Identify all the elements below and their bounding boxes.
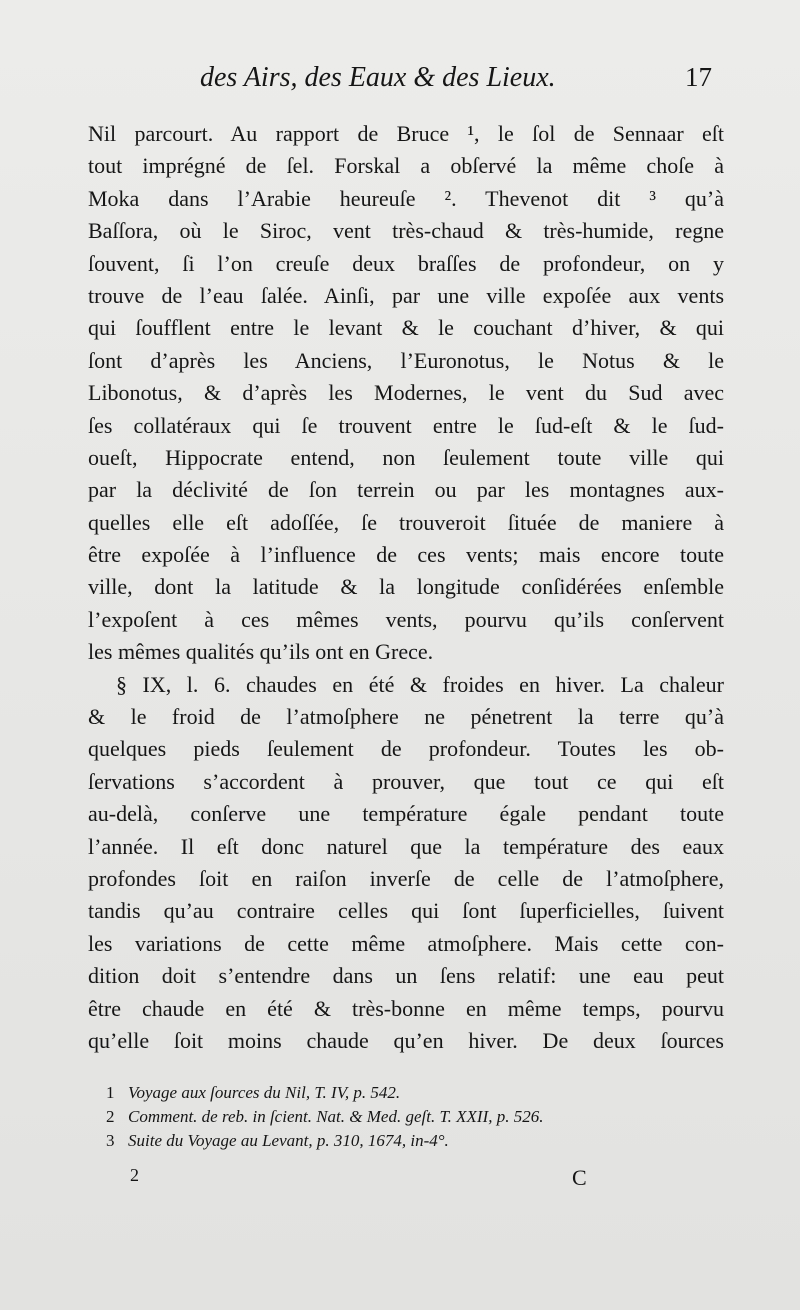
text-line: être chaude en été & très-bonne en même temps, pourvu	[88, 995, 724, 1021]
text-line: être expoſée à l’influence de ces vents; mais encore toute	[88, 542, 724, 568]
text-line: au-delà, conſerve une température égale pendant toute	[88, 801, 724, 827]
text-line: oueſt, Hippocrate entend, non ſeulement toute ville qui	[88, 444, 724, 470]
gathering-number: 2	[130, 1165, 139, 1185]
text-line: l’année. Il eſt donc naturel que la température des eaux	[88, 833, 724, 859]
footnote	[106, 1081, 726, 1105]
text-line: quelles elle eſt adoſſée, ſe trouveroit ſituée de maniere à	[88, 509, 724, 535]
text-line: tout imprégné de ſel. Forskal a obſervé la même choſe à	[88, 153, 724, 179]
text-line: les variations de cette même atmoſphere. Mais cette con-	[88, 930, 724, 956]
text-line: tandis qu’au contraire celles qui ſont ſuperficielles, ſuivent	[88, 898, 724, 924]
footnote-text: Suite du Voyage au Levant, p. 310, 1674, in-4°.	[128, 1131, 449, 1150]
text-line: ville, dont la latitude & la longitude conſidérées enſemble	[88, 574, 724, 600]
text-line: l’expoſent à ces mêmes vents, pourvu qu’ils conſervent	[88, 606, 724, 632]
text-line: Moka dans l’Arabie heureuſe ². Thevenot dit ³ qu’à	[88, 185, 724, 211]
text-line: dition doit s’entendre dans un ſens relatif: une eau peut	[88, 963, 724, 989]
text-line: ſouvent, ſi l’on creuſe deux braſſes de profondeur, on y	[88, 250, 724, 276]
text-line: profondes ſoit en raiſon inverſe de celle de l’atmoſphere,	[88, 865, 724, 891]
footnote-number: 1	[106, 1083, 115, 1102]
footnote	[106, 1129, 726, 1153]
text-line: ſervations s’accordent à prouver, que tout ce qui eſt	[88, 768, 724, 794]
text-line: ſes collatéraux qui ſe trouvent entre le ſud-eſt & le ſud-	[88, 412, 724, 438]
text-line: qui ſoufflent entre le levant & le couchant d’hiver, & qui	[88, 315, 724, 341]
footnotes	[106, 1081, 726, 1153]
text-line: qu’elle ſoit moins chaude qu’en hiver. De deux ſources	[88, 1027, 724, 1053]
signature-mark: C	[572, 1165, 587, 1190]
running-header	[200, 62, 720, 102]
text-line: Baſſora, où le Siroc, vent très-chaud & très-humide, regne	[88, 218, 724, 244]
footnote	[106, 1105, 726, 1129]
footnote-number: 2	[106, 1107, 115, 1126]
text-line: Nil parcourt. Au rapport de Bruce ¹, le ſol de Sennaar eſt	[88, 121, 724, 146]
page-number: 17	[685, 62, 712, 92]
body-text	[88, 118, 724, 1057]
footnote-number: 3	[106, 1131, 115, 1150]
text-line: Libonotus, & d’après les Modernes, le vent du Sud avec	[88, 380, 724, 406]
section-heading-line: § IX, l. 6. chaudes en été & froides en hiver. La chaleur	[116, 671, 724, 697]
running-title: des Airs, des Eaux & des Lieux.	[200, 62, 556, 93]
text-line: les mêmes qualités qu’ils ont en Grece.	[88, 639, 434, 665]
text-line: trouve de l’eau ſalée. Ainſi, par une ville expoſée aux vents	[88, 282, 724, 308]
text-line: & le froid de l’atmoſphere ne pénetrent la terre qu’à	[88, 704, 724, 730]
footnote-text: Comment. de reb. in ſcient. Nat. & Med. geſt. T. XXII, p. 526.	[128, 1107, 544, 1126]
footnote-text: Voyage aux ſources du Nil, T. IV, p. 542.	[128, 1083, 401, 1102]
text-line: par la déclivité de ſon terrein ou par les montagnes aux-	[88, 477, 724, 503]
text-line: ſont d’après les Anciens, l’Euronotus, le Notus & le	[88, 347, 724, 373]
text-line: quelques pieds ſeulement de profondeur. Toutes les ob-	[88, 736, 724, 762]
